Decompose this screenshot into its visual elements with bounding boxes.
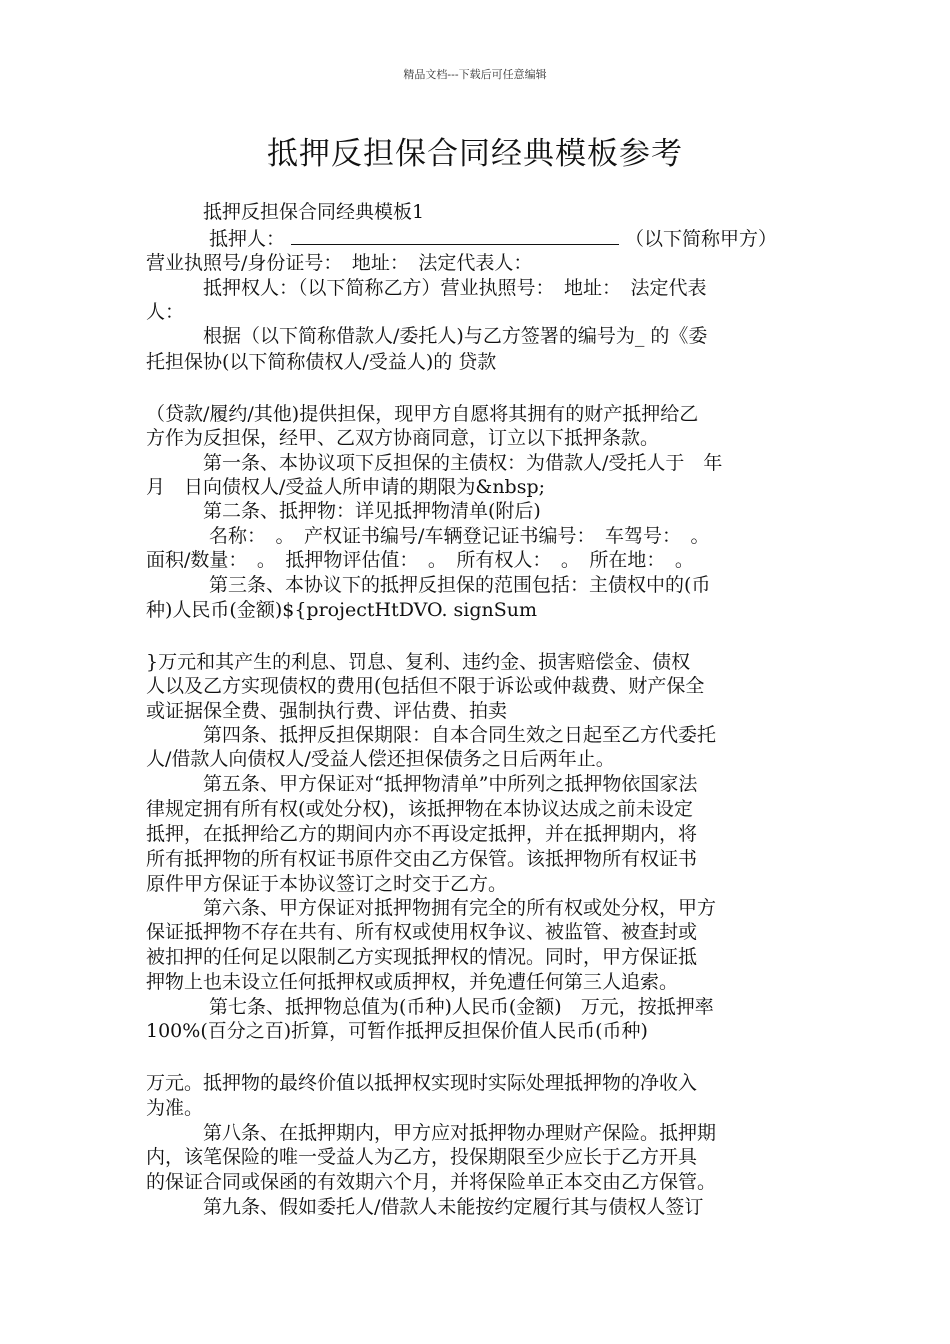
- header-note: 精品文档---下载后可任意编辑: [403, 68, 547, 81]
- paragraph-line: 人以及乙方实现债权的费用(包括但不限于诉讼或仲裁费、财产保全: [146, 675, 705, 697]
- subtitle-line: 抵押反担保合同经典模板1: [146, 201, 425, 223]
- paragraph-line: 第八条、在抵押期内，甲方应对抵押物办理财产保险。抵押期: [146, 1122, 717, 1144]
- paragraph-line: 或证据保全费、强制执行费、评估费、拍卖: [146, 700, 508, 722]
- paragraph-line: 人/借款人向债权人/受益人偿还担保债务之日后两年止。: [146, 748, 615, 770]
- mortgagor-suffix: （以下简称甲方）: [625, 228, 778, 250]
- paragraph-line: 为准。: [146, 1097, 204, 1119]
- paragraph-line: 原件甲方保证于本协议签订之时交于乙方。: [146, 873, 508, 895]
- paragraph-line: 面积/数量： 。 抵押物评估值： 。 所有权人： 。 所在地： 。: [146, 549, 694, 571]
- mortgagor-line: [146, 226, 812, 251]
- paragraph-line: 第七条、抵押物总值为(币种)人民币(金额) 万元，按抵押率: [146, 996, 714, 1018]
- paragraph-line: 第六条、甲方保证对抵押物拥有完全的所有权或处分权，甲方: [146, 897, 717, 919]
- paragraph-line: 托担保协(以下简称债权人/受益人)的 贷款: [146, 351, 497, 373]
- paragraph-line: （贷款/履约/其他)提供担保，现甲方自愿将其拥有的财产抵押给乙: [146, 403, 699, 425]
- paragraph-line: 第五条、甲方保证对“抵押物清单”中所列之抵押物依国家法: [146, 773, 698, 795]
- paragraph-line: 押物上也未设立任何抵押权或质押权，并免遭任何第三人追索。: [146, 971, 679, 993]
- paragraph-line: 种)人民币(金额)${projectHtDVO. signSum: [146, 599, 538, 621]
- paragraph-line: 根据（以下简称借款人/委托人)与乙方签署的编号为_ 的《委: [146, 325, 708, 347]
- paragraph-line: 人：: [146, 301, 185, 323]
- paragraph-line: 所有抵押物的所有权证书原件交由乙方保管。该抵押物所有权证书: [146, 848, 698, 870]
- paragraph-line: 方作为反担保，经甲、乙双方协商同意，订立以下抵押条款。: [146, 427, 660, 449]
- paragraph-line: 抵押权人：（以下简称乙方）营业执照号： 地址： 法定代表: [146, 277, 707, 299]
- paragraph-line: 第三条、本协议下的抵押反担保的范围包括：主债权中的(币: [146, 574, 711, 596]
- paragraph-line: 被扣押的任何足以限制乙方实现抵押权的情况。同时，甲方保证抵: [146, 946, 698, 968]
- paragraph-line: 营业执照号/身份证号： 地址： 法定代表人：: [146, 252, 533, 274]
- paragraph-line: 第二条、抵押物：详见抵押物清单(附后): [146, 500, 541, 522]
- document-title: 抵押反担保合同经典模板参考: [267, 136, 683, 172]
- paragraph-line: 100%(百分之百)折算，可暂作抵押反担保价值人民币(币种): [146, 1020, 648, 1042]
- paragraph-line: 内，该笔保险的唯一受益人为乙方，投保期限至少应长于乙方开具: [146, 1146, 698, 1168]
- mortgagor-blank-underline: [291, 226, 619, 245]
- paragraph-line: 的保证合同或保函的有效期六个月，并将保险单正本交由乙方保管。: [146, 1171, 717, 1193]
- paragraph-line: 抵押，在抵押给乙方的期间内亦不再设定抵押，并在抵押期内，将: [146, 823, 698, 845]
- paragraph-line: 第四条、抵押反担保期限：自本合同生效之日起至乙方代委托: [146, 724, 717, 746]
- paragraph-line: 第九条、假如委托人/借款人未能按约定履行其与债权人签订: [146, 1196, 704, 1218]
- paragraph-line: 月 日向债权人/受益人所申请的期限为&nbsp;: [146, 476, 546, 498]
- paragraph-line: 第一条、本协议项下反担保的主债权：为借款人/受托人于 年: [146, 452, 723, 474]
- paragraph-line: 保证抵押物不存在共有、所有权或使用权争议、被监管、被查封或: [146, 921, 698, 943]
- paragraph-line: 万元。抵押物的最终价值以抵押权实现时实际处理抵押物的净收入: [146, 1072, 698, 1094]
- paragraph-line: 律规定拥有所有权(或处分权)，该抵押物在本协议达成之前未设定: [146, 798, 693, 820]
- mortgagor-label: 抵押人：: [146, 228, 286, 250]
- paragraph-line: 名称： 。 产权证书编号/车辆登记证书编号： 车驾号： 。: [146, 525, 710, 547]
- paragraph-line: }万元和其产生的利息、罚息、复利、违约金、损害赔偿金、债权: [146, 651, 691, 673]
